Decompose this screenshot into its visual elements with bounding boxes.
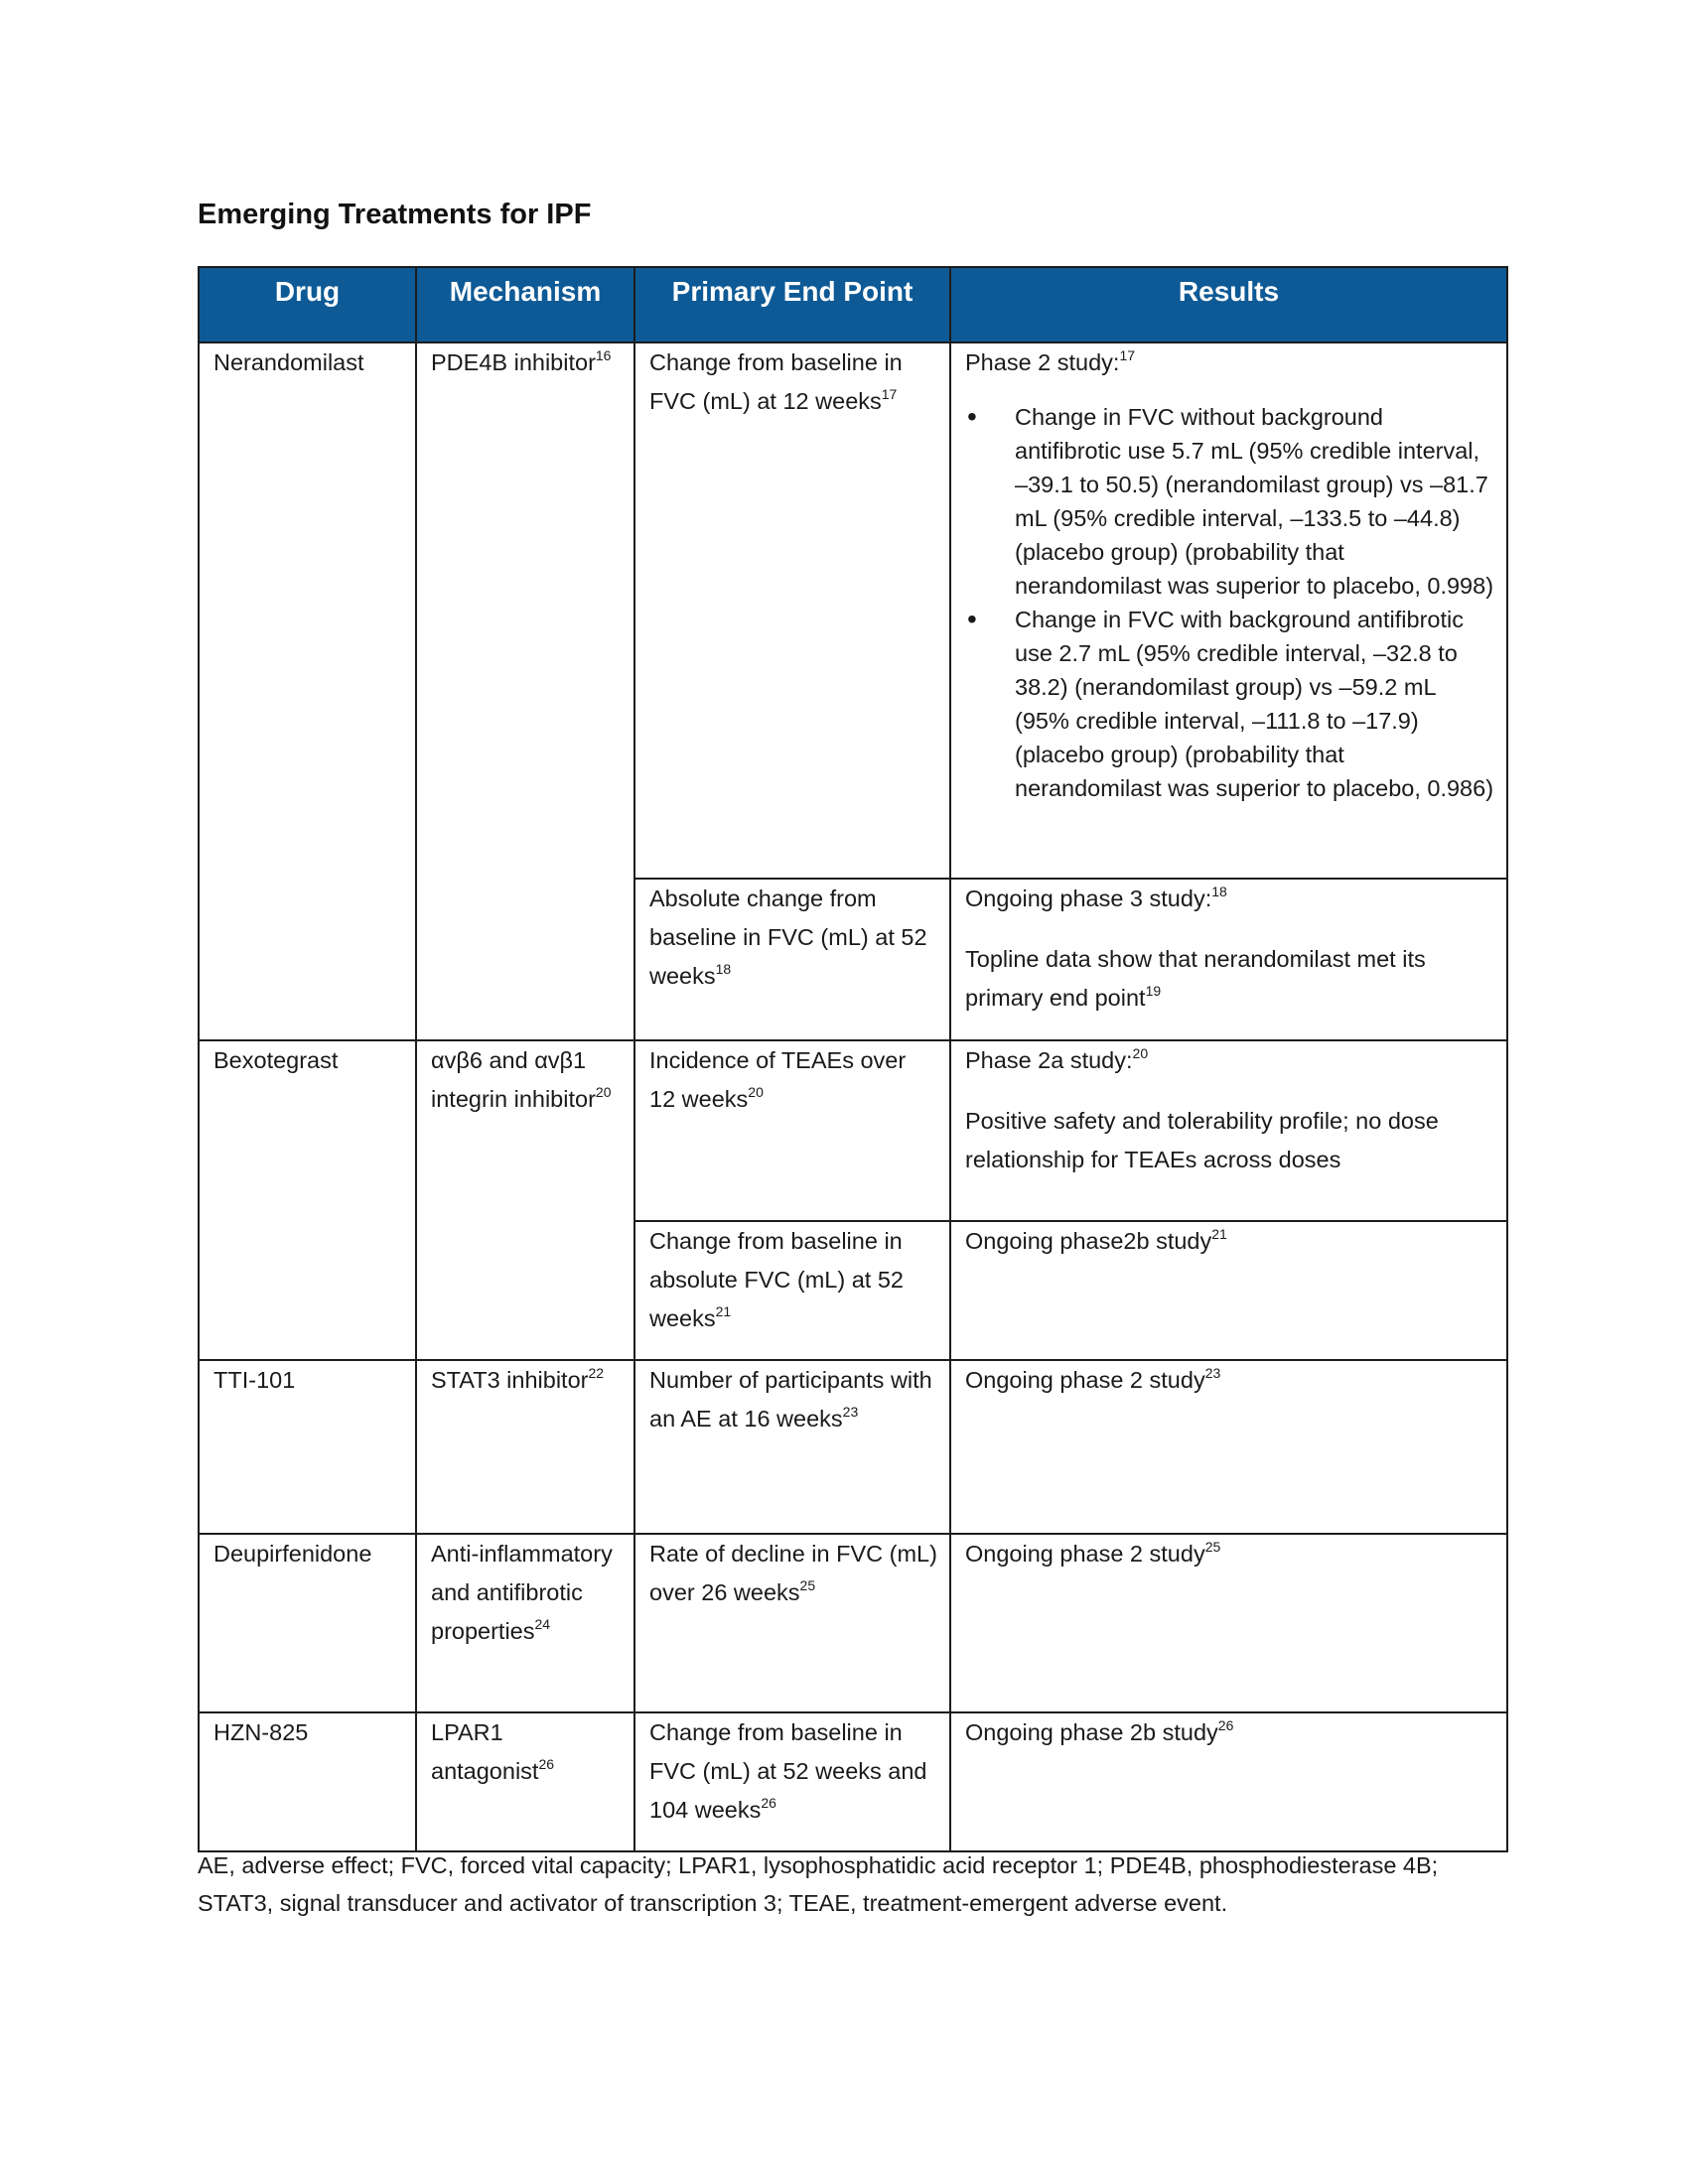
results-heading: Phase 2 study:: [965, 349, 1120, 375]
drug-name: Deupirfenidone: [213, 1541, 372, 1567]
drug-name: Bexotegrast: [213, 1047, 339, 1073]
results-cell: [950, 1360, 1507, 1534]
mechanism-text: αvβ6 and αvβ1 integrin inhibitor: [431, 1047, 596, 1112]
drug-cell: [199, 1534, 416, 1712]
end-point-text: Absolute change from baseline in FVC (mL) at 52 weeks: [649, 886, 927, 989]
drug-cell: [199, 1040, 416, 1360]
table-row: [199, 1534, 1507, 1712]
reference-number: 21: [715, 1303, 732, 1319]
header-primary-end-point: Primary End Point: [634, 267, 950, 342]
mechanism-text: STAT3 inhibitor: [431, 1367, 589, 1393]
table-row: [199, 342, 1507, 879]
reference-number: 18: [715, 961, 732, 977]
table-header-row: [199, 267, 1507, 342]
end-point-text: Incidence of TEAEs over 12 weeks: [649, 1047, 907, 1112]
drug-cell: [199, 342, 416, 1040]
results-text: Positive safety and tolerability profile; no dose relationship for TEAEs across doses: [965, 1108, 1439, 1172]
reference-number: 26: [538, 1756, 555, 1772]
reference-number: 17: [881, 386, 898, 402]
reference-number: 25: [799, 1577, 816, 1593]
end-point-cell: [634, 879, 950, 1040]
mechanism-text: Anti-inflammatory and antifibrotic properties: [431, 1541, 613, 1644]
mechanism-cell: [416, 1040, 634, 1360]
end-point-text: Change from baseline in absolute FVC (mL) at 52 weeks: [649, 1228, 904, 1331]
reference-number: 25: [1204, 1539, 1221, 1555]
table-row: [199, 1360, 1507, 1534]
end-point-text: Change from baseline in FVC (mL) at 52 weeks and 104 weeks: [649, 1719, 927, 1823]
reference-number: 20: [1132, 1045, 1149, 1061]
end-point-cell: [634, 1221, 950, 1360]
header-results: Results: [950, 267, 1507, 342]
reference-number: 21: [1211, 1226, 1227, 1242]
reference-number: 23: [1204, 1365, 1221, 1381]
end-point-text: Rate of decline in FVC (mL) over 26 weeks: [649, 1541, 937, 1605]
reference-number: 24: [534, 1616, 551, 1632]
reference-number: 18: [1211, 884, 1227, 899]
results-cell: [950, 1712, 1507, 1851]
table-row: [199, 1040, 1507, 1221]
abbreviations-footnote: AE, adverse effect; FVC, forced vital capacity; LPAR1, lysophosphatidic acid receptor 1; PDE4B, phosphodiesterase 4B; STAT3, signal transducer and activator of transcription 3; TEAE, treatment-emergent adverse event.: [198, 1852, 1439, 1916]
header-drug: Drug: [199, 267, 416, 342]
table-row: [199, 1712, 1507, 1851]
results-text: Topline data show that nerandomilast met its primary end point: [965, 946, 1426, 1011]
drug-name: TTI-101: [213, 1367, 296, 1393]
drug-name: HZN-825: [213, 1719, 309, 1745]
reference-number: 19: [1145, 983, 1162, 999]
end-point-text: Change from baseline in FVC (mL) at 12 weeks: [649, 349, 903, 414]
end-point-text: Number of participants with an AE at 16 weeks: [649, 1367, 932, 1432]
end-point-cell: [634, 1534, 950, 1712]
reference-number: 17: [1119, 347, 1136, 363]
end-point-cell: [634, 342, 950, 879]
reference-number: 26: [1217, 1717, 1234, 1733]
results-text: Ongoing phase 2b study: [965, 1719, 1218, 1745]
mechanism-cell: [416, 1712, 634, 1851]
list-item: • Change in FVC with background antifibrotic use 2.7 mL (95% credible interval, –32.8 to 38.2) (nerandomilast group) vs –59.2 mL (95% credible interval, –111.8 to –17.9) (placebo group) (probability that nerandomilast was superior to placebo, 0.986): [965, 603, 1494, 805]
end-point-cell: [634, 1712, 950, 1851]
drug-cell: [199, 1712, 416, 1851]
mechanism-cell: [416, 1534, 634, 1712]
drug-name: Nerandomilast: [213, 349, 364, 375]
reference-number: 22: [588, 1365, 605, 1381]
results-text: Ongoing phase 2 study: [965, 1541, 1205, 1567]
list-item: • Change in FVC without background antifibrotic use 5.7 mL (95% credible interval, –39.1 to 50.5) (nerandomilast group) vs –81.7 mL (95% credible interval, –133.5 to –44.8) (placebo group) (probability that nerandomilast was superior to placebo, 0.998): [965, 400, 1494, 603]
results-cell: [950, 1221, 1507, 1360]
results-cell: [950, 1040, 1507, 1221]
treatments-table: [198, 266, 1508, 1852]
results-heading: Phase 2a study:: [965, 1047, 1133, 1073]
results-cell: [950, 342, 1507, 879]
reference-number: 16: [595, 347, 612, 363]
results-cell: [950, 879, 1507, 1040]
mechanism-cell: [416, 342, 634, 1040]
header-mechanism: Mechanism: [416, 267, 634, 342]
page-title: Emerging Treatments for IPF: [198, 199, 592, 230]
results-text: Ongoing phase 2 study: [965, 1367, 1205, 1393]
drug-cell: [199, 1360, 416, 1534]
reference-number: 20: [748, 1084, 764, 1100]
mechanism-cell: [416, 1360, 634, 1534]
reference-number: 26: [761, 1795, 776, 1811]
reference-number: 20: [595, 1084, 612, 1100]
results-text: Ongoing phase2b study: [965, 1228, 1212, 1254]
end-point-cell: [634, 1040, 950, 1221]
mechanism-text: LPAR1 antagonist: [431, 1719, 539, 1784]
results-bullet-list: [965, 400, 1494, 805]
end-point-cell: [634, 1360, 950, 1534]
results-heading: Ongoing phase 3 study:: [965, 886, 1212, 911]
results-cell: [950, 1534, 1507, 1712]
mechanism-text: PDE4B inhibitor: [431, 349, 596, 375]
reference-number: 23: [842, 1404, 859, 1420]
